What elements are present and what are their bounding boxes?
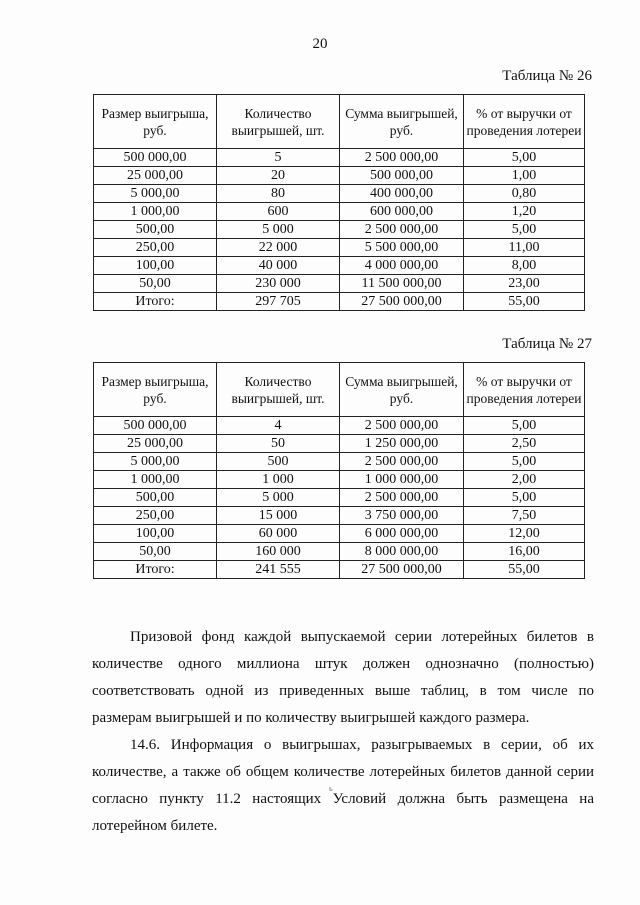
- table-total-row: [94, 561, 585, 579]
- revenue-percent-cell: 16,00: [464, 543, 585, 561]
- page-number: 20: [312, 36, 328, 52]
- header-revenue-percent: % от выручки от проведения лотереи: [464, 95, 585, 149]
- revenue-percent-cell: 23,00: [464, 275, 585, 293]
- prize-table-27: [93, 362, 585, 579]
- revenue-percent-cell: 55,00: [464, 561, 585, 579]
- paragraph-prize-fund: Призовой фонд каждой выпускаемой серии лотерейных билетов в количестве одного миллиона штук должен однозначно (полностью) соответствовать одной из приведенных выше таблиц, в том числе по размерам выигрышей и по количеству выигрышей каждого размера.: [92, 629, 594, 726]
- prize-sum-cell: 5 500 000,00: [340, 239, 464, 257]
- table-header-row: [94, 363, 585, 417]
- revenue-percent-cell: 8,00: [464, 257, 585, 275]
- header-prize-sum: Сумма выигрышей, руб.: [340, 95, 464, 149]
- prize-sum-cell: 8 000 000,00: [340, 543, 464, 561]
- revenue-percent-cell: 5,00: [464, 453, 585, 471]
- revenue-percent-cell: 2,50: [464, 435, 585, 453]
- prize-sum-cell: 4 000 000,00: [340, 257, 464, 275]
- prize-count-cell: 230 000: [217, 275, 340, 293]
- table-row: [94, 239, 585, 257]
- table-row: [94, 453, 585, 471]
- prize-count-cell: 22 000: [217, 239, 340, 257]
- revenue-percent-cell: 55,00: [464, 293, 585, 311]
- prize-size-cell: 1 000,00: [94, 471, 217, 489]
- prize-size-cell: 25 000,00: [94, 167, 217, 185]
- prize-sum-cell: 2 500 000,00: [340, 453, 464, 471]
- revenue-percent-cell: 7,50: [464, 507, 585, 525]
- prize-count-cell: 80: [217, 185, 340, 203]
- prize-size-cell: 100,00: [94, 525, 217, 543]
- table-row: [94, 149, 585, 167]
- prize-sum-cell: 3 750 000,00: [340, 507, 464, 525]
- header-prize-count: Количество выигрышей, шт.: [217, 95, 340, 149]
- header-prize-size: Размер выигрыша, руб.: [94, 95, 217, 149]
- prize-count-cell: 60 000: [217, 525, 340, 543]
- header-prize-count: Количество выигрышей, шт.: [217, 363, 340, 417]
- table-row: [94, 185, 585, 203]
- table-row: [94, 543, 585, 561]
- prize-count-cell: 5 000: [217, 221, 340, 239]
- table-row: [94, 471, 585, 489]
- prize-size-cell: 50,00: [94, 275, 217, 293]
- revenue-percent-cell: 5,00: [464, 489, 585, 507]
- prize-table-26: [93, 94, 585, 311]
- prize-size-cell: 500,00: [94, 221, 217, 239]
- prize-size-cell: 100,00: [94, 257, 217, 275]
- table-row: [94, 167, 585, 185]
- table-row: [94, 275, 585, 293]
- prize-size-cell: 500 000,00: [94, 149, 217, 167]
- table-row: [94, 489, 585, 507]
- table-row: [94, 507, 585, 525]
- header-revenue-percent: % от выручки от проведения лотереи: [464, 363, 585, 417]
- prize-count-cell: 297 705: [217, 293, 340, 311]
- prize-sum-cell: 2 500 000,00: [340, 489, 464, 507]
- prize-sum-cell: 600 000,00: [340, 203, 464, 221]
- prize-sum-cell: 500 000,00: [340, 167, 464, 185]
- revenue-percent-cell: 1,20: [464, 203, 585, 221]
- table-26-caption: Таблица № 26: [502, 68, 592, 84]
- revenue-percent-cell: 5,00: [464, 417, 585, 435]
- prize-count-cell: 40 000: [217, 257, 340, 275]
- prize-sum-cell: 2 500 000,00: [340, 417, 464, 435]
- prize-count-cell: 4: [217, 417, 340, 435]
- prize-size-cell: Итого:: [94, 293, 217, 311]
- revenue-percent-cell: 12,00: [464, 525, 585, 543]
- table-row: [94, 203, 585, 221]
- prize-sum-cell: 1 250 000,00: [340, 435, 464, 453]
- revenue-percent-cell: 5,00: [464, 149, 585, 167]
- revenue-percent-cell: 2,00: [464, 471, 585, 489]
- table-header-row: [94, 95, 585, 149]
- prize-size-cell: 5 000,00: [94, 185, 217, 203]
- prize-count-cell: 241 555: [217, 561, 340, 579]
- prize-size-cell: 5 000,00: [94, 453, 217, 471]
- table-row: [94, 525, 585, 543]
- revenue-percent-cell: 0,80: [464, 185, 585, 203]
- prize-count-cell: 1 000: [217, 471, 340, 489]
- prize-count-cell: 600: [217, 203, 340, 221]
- table-row: [94, 435, 585, 453]
- prize-size-cell: 500 000,00: [94, 417, 217, 435]
- prize-size-cell: 1 000,00: [94, 203, 217, 221]
- table-row: [94, 417, 585, 435]
- revenue-percent-cell: 1,00: [464, 167, 585, 185]
- prize-sum-cell: 1 000 000,00: [340, 471, 464, 489]
- revenue-percent-cell: 11,00: [464, 239, 585, 257]
- prize-count-cell: 20: [217, 167, 340, 185]
- prize-sum-cell: 2 500 000,00: [340, 149, 464, 167]
- prize-size-cell: 250,00: [94, 507, 217, 525]
- prize-sum-cell: 27 500 000,00: [340, 561, 464, 579]
- prize-fund-paragraph: [92, 624, 594, 732]
- header-prize-sum: Сумма выигрышей, руб.: [340, 363, 464, 417]
- prize-sum-cell: 6 000 000,00: [340, 525, 464, 543]
- prize-count-cell: 5: [217, 149, 340, 167]
- prize-count-cell: 15 000: [217, 507, 340, 525]
- prize-size-cell: 250,00: [94, 239, 217, 257]
- prize-sum-cell: 11 500 000,00: [340, 275, 464, 293]
- revenue-percent-cell: 5,00: [464, 221, 585, 239]
- section-14-6-paragraph: [92, 732, 594, 840]
- prize-sum-cell: 2 500 000,00: [340, 221, 464, 239]
- prize-count-cell: 5 000: [217, 489, 340, 507]
- header-prize-size: Размер выигрыша, руб.: [94, 363, 217, 417]
- prize-size-cell: 25 000,00: [94, 435, 217, 453]
- table-row: [94, 257, 585, 275]
- table-total-row: [94, 293, 585, 311]
- scan-mark: ь: [329, 784, 333, 793]
- prize-size-cell: Итого:: [94, 561, 217, 579]
- prize-count-cell: 500: [217, 453, 340, 471]
- prize-count-cell: 160 000: [217, 543, 340, 561]
- table-27-caption: Таблица № 27: [502, 336, 592, 352]
- paragraph-14-6: 14.6. Информация о выигрышах, разыгрываемых в серии, об их количестве, а также об общем количестве лотерейных билетов данной серии согласно пункту 11.2 настоящих Условий должна быть размещена на лотерейном билете.: [92, 737, 594, 834]
- prize-size-cell: 500,00: [94, 489, 217, 507]
- table-row: [94, 221, 585, 239]
- prize-sum-cell: 27 500 000,00: [340, 293, 464, 311]
- prize-size-cell: 50,00: [94, 543, 217, 561]
- prize-count-cell: 50: [217, 435, 340, 453]
- prize-sum-cell: 400 000,00: [340, 185, 464, 203]
